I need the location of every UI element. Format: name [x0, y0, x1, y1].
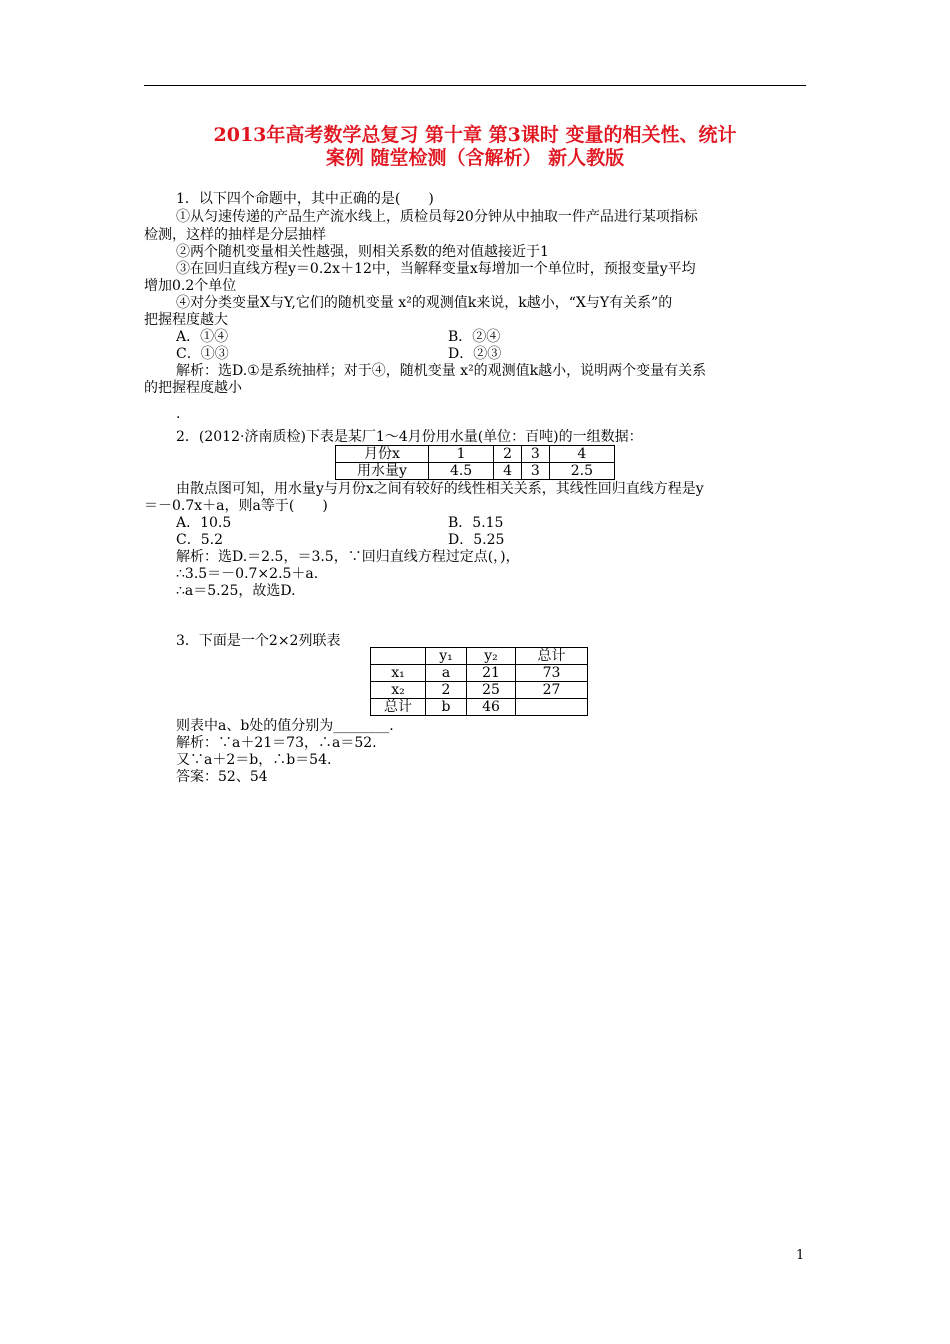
table-cell: a	[426, 665, 467, 682]
q2-option-d: D．5.25	[448, 532, 505, 548]
table-cell: 3	[521, 446, 549, 463]
q3-contingency-table	[370, 647, 588, 716]
table-cell: 46	[467, 699, 516, 716]
q2-option-a: A．10.5	[176, 515, 232, 531]
q1-option-b: B．②④	[448, 329, 501, 345]
table-cell: 4	[494, 463, 522, 480]
table-row	[336, 446, 615, 463]
q1-solution-line-a: 解析：选D.①是系统抽样；对于④，随机变量 x²的观测值k越小，说明两个变量有关系	[176, 363, 707, 379]
doc-title-line-2: 案例 随堂检测（含解析） 新人教版	[325, 147, 625, 169]
q1-statement-4-line-b: 把握程度越大	[144, 312, 228, 328]
table-row	[371, 682, 588, 699]
doc-title-line-1: 2013年高考数学总复习 第十章 第3课时 变量的相关性、统计	[213, 124, 737, 146]
q1-statement-3-line-b: 增加0.2个单位	[144, 278, 237, 294]
table-cell: 2	[426, 682, 467, 699]
q2-description-line-b: ＝－0.7x＋a，则a等于( )	[144, 498, 328, 514]
q1-statement-1-line-a	[144, 208, 806, 226]
q1-option-d: D．②③	[448, 346, 502, 362]
table-cell: 3	[521, 463, 549, 480]
table-cell: 2	[494, 446, 522, 463]
q2-solution-line-1: 解析：选D.＝2.5，＝3.5，∵回归直线方程过定点(，)，	[176, 549, 520, 565]
table-cell: 总计	[516, 648, 588, 665]
table-row	[371, 665, 588, 682]
table-cell: y₁	[426, 648, 467, 665]
table-cell: 1	[429, 446, 494, 463]
q3-solution-line-2: 又∵a＋2＝b，∴b＝54.	[176, 752, 332, 768]
table-cell: x₁	[371, 665, 426, 682]
table-cell: 21	[467, 665, 516, 682]
q3-stem: 3．下面是一个2×2列联表	[176, 633, 341, 649]
q2-water-table	[335, 445, 615, 480]
table-cell: x₂	[371, 682, 426, 699]
q1-stem: 1．以下四个命题中，其中正确的是( )	[176, 191, 434, 207]
table-cell: b	[426, 699, 467, 716]
q3-question: 则表中a、b处的值分别为________.	[176, 718, 394, 734]
table-row	[371, 699, 588, 716]
table-cell: y₂	[467, 648, 516, 665]
q1-statement-2: ②两个随机变量相关性越强，则相关系数的绝对值越接近于1	[176, 244, 549, 260]
q2-option-b: B．5.15	[448, 515, 504, 531]
header-rule	[144, 85, 806, 86]
table-cell: 月份x	[336, 446, 429, 463]
table-cell: 4	[549, 446, 614, 463]
q2-solution-line-3: ∴a＝5.25，故选D.	[176, 583, 296, 599]
table-cell: 2.5	[549, 463, 614, 480]
q1-statement-4-line-a: ④对分类变量X与Y,它们的随机变量 x²的观测值k来说，k越小，“X与Y有关系”的	[176, 295, 673, 311]
table-cell: 4.5	[429, 463, 494, 480]
table-row	[336, 463, 615, 480]
q1-statement-3-line-a: ③在回归直线方程y＝0.2x＋12中，当解释变量x每增加一个单位时，预报变量y平均	[176, 261, 696, 277]
q3-answer: 答案：52、54	[176, 769, 268, 785]
q3-solution-line-1: 解析：∵a＋21＝73，∴a＝52.	[176, 735, 377, 751]
page-number: 1	[796, 1248, 805, 1263]
q1-statement-1-line-b: 检测，这样的抽样是分层抽样	[144, 227, 326, 243]
table-cell	[516, 699, 588, 716]
table-cell: 73	[516, 665, 588, 682]
table-cell: 用水量y	[336, 463, 429, 480]
q1-trailing-dot: .	[176, 406, 181, 422]
table-row	[371, 648, 588, 665]
q1-option-a: A．①④	[176, 329, 229, 345]
table-cell	[371, 648, 426, 665]
q2-stem: 2．(2012·济南质检)下表是某厂1～4月份用水量(单位：百吨)的一组数据：	[176, 429, 643, 445]
table-cell: 27	[516, 682, 588, 699]
q2-description-line-a: 由散点图可知，用水量y与月份x之间有较好的线性相关关系，其线性回归直线方程是y	[176, 481, 704, 497]
q1-option-c: C．①③	[176, 346, 229, 362]
q1-statement-1-text: ①从匀速传递的产品生产流水线上，质检员每20分钟从中抽取一件产品进行某项指标	[176, 209, 698, 225]
table-cell: 总计	[371, 699, 426, 716]
q2-option-c: C．5.2	[176, 532, 223, 548]
table-cell: 25	[467, 682, 516, 699]
q1-solution-line-b: 的把握程度越小	[144, 380, 242, 396]
q2-solution-line-2: ∴3.5＝－0.7×2.5＋a.	[176, 566, 319, 582]
